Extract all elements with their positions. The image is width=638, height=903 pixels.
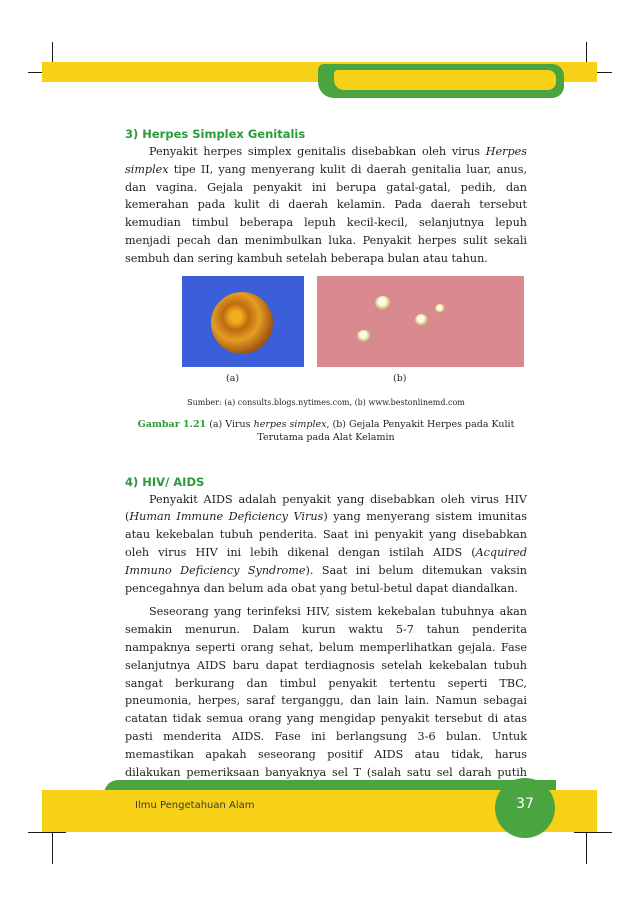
section-heading-herpes: 3) Herpes Simplex Genitalis	[125, 127, 306, 141]
skin-lesion	[415, 314, 428, 326]
figure-label-b: (b)	[393, 372, 407, 384]
hiv-paragraph-1: Penyakit AIDS adalah penyakit yang disebabkan oleh virus HIV (Human Immune Deficiency Virus) yang menyerang sistem imunitas atau kekebalan tubuh penderita. Saat ini penyakit yang disebabkan oleh virus HIV ini lebih dikenal dengan istilah AIDS (Acquired Immuno Deficiency Syndrome). Saat ini belum ditemukan vaksin pencegahnya dan belum ada obat yang betul-betul dapat diandalkan.	[125, 492, 527, 595]
book-title: Ilmu Pengetahuan Alam	[135, 800, 255, 811]
figure-caption: Gambar 1.21 (a) Virus herpes simplex, (b) Gejala Penyakit Herpes pada Kulit Terutama pada Alat Kelamin	[137, 418, 515, 443]
herpes-paragraph: Penyakit herpes simplex genitalis disebabkan oleh virus Herpes simplex tipe II, yang menyerang kulit di daerah genitalia luar, anus, dan vagina. Gejala penyakit ini berupa gatal-gatal, pedih, dan kemerahan pada kulit di daerah kelamin. Pada daerah tersebut kemudian timbul beberapa lepuh kecil-kecil, selanjutnya lepuh menjadi pecah dan menimbulkan luka. Penyakit herpes sulit sekali sembuh dan sering kambuh setelah beberapa bulan atau tahun.	[125, 145, 527, 265]
herpes-virus-image	[182, 276, 304, 367]
skin-lesion	[435, 304, 445, 313]
figure-source: Sumber: (a) consults.blogs.nytimes.com, (b) www.bestonlinemd.com	[187, 397, 465, 407]
figure-label-a: (a)	[226, 372, 240, 384]
section-heading-hiv: 4) HIV/ AIDS	[125, 474, 205, 489]
crop-mark	[574, 832, 612, 833]
crop-mark	[28, 832, 66, 833]
page-number: 37	[516, 796, 534, 812]
hiv-paragraph-2: Seseorang yang terinfeksi HIV, sistem kekebalan tubuhnya akan semakin menurun. Dalam kurun waktu 5-7 tahun penderita nampaknya seperti orang sehat, belum memperlihatkan gejala. Fase selanjutnya AIDS baru dapat terdiagnosis setelah kekebalan tubuh sangat berkurang dan timbul penyakit tertentu seperti TBC, pneumonia, herpes, saraf terganggu, dan lain lain. Namun sebagai catatan tidak semua orang yang mengidap penyakit tersebut di atas pasti menderita AIDS. Fase ini berlangsung 3-6 bulan. Untuk memastikan apakah seseorang positif AIDS atau tidak, harus dilakukan pemeriksaan banyaknya sel T (salah satu sel darah putih	[125, 605, 527, 779]
herpes-skin-image	[317, 276, 524, 367]
skin-lesion	[357, 330, 371, 342]
header-tab-inner	[334, 70, 556, 90]
skin-lesion	[375, 296, 391, 310]
figure-1-21	[125, 276, 527, 418]
page-content	[125, 126, 527, 799]
virus-particle	[211, 292, 273, 354]
